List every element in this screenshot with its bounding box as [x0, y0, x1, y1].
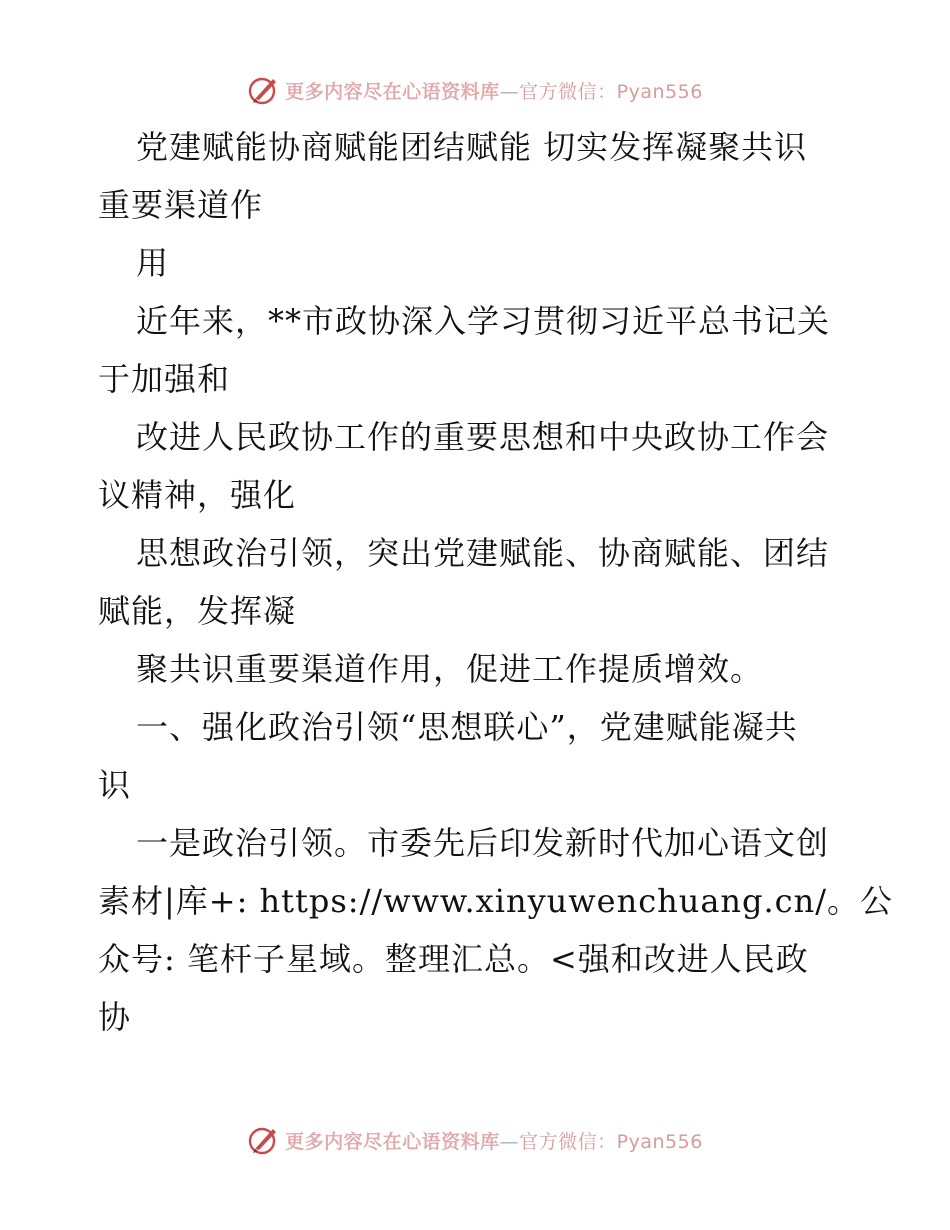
paragraph-line: 素材|库+: https://www.xinyuwenchuang.cn/。公	[98, 882, 893, 920]
paragraph-line: 赋能，发挥凝	[98, 592, 297, 630]
quill-pen-logo-icon	[247, 1123, 281, 1157]
paragraph-line: 众号: 笔杆子星域。整理汇总。<强和改进人民政	[98, 940, 809, 978]
watermark-contact: 官方微信：Pyan556	[519, 1130, 703, 1153]
watermark-brand: 更多内容尽在心语资料库	[285, 1130, 500, 1153]
quill-pen-logo-icon	[247, 73, 281, 107]
paragraph-line: 于加强和	[98, 360, 231, 398]
watermark-text	[285, 77, 703, 104]
section-heading-line: 识	[98, 766, 132, 804]
watermark-brand: 更多内容尽在心语资料库	[285, 80, 500, 103]
document-body	[98, 118, 893, 1046]
paragraph-line: 议精神，强化	[98, 476, 297, 514]
paragraph-line: 改进人民政协工作的重要思想和中央政协工作会	[136, 418, 830, 456]
paragraph-line: 一是政治引领。市委先后印发新时代加心语文创	[136, 824, 830, 862]
title-line-3: 用	[136, 244, 170, 282]
paragraph-line: 近年来，**市政协深入学习贯彻习近平总书记关	[136, 302, 831, 340]
watermark-separator: —	[499, 80, 520, 103]
header-watermark	[0, 70, 950, 110]
paragraph-line: 聚共识重要渠道作用，促进工作提质增效。	[136, 650, 764, 688]
watermark-separator: —	[499, 1130, 520, 1153]
paragraph-line: 思想政治引领，突出党建赋能、协商赋能、团结	[136, 534, 830, 572]
title-line-2: 重要渠道作	[98, 186, 264, 224]
footer-watermark	[0, 1120, 950, 1160]
watermark-contact: 官方微信：Pyan556	[519, 80, 703, 103]
watermark-text	[285, 1127, 703, 1154]
paragraph-line: 协	[98, 998, 132, 1036]
section-heading-line: 一、强化政治引领“思想联心”，党建赋能凝共	[136, 708, 798, 746]
title-line-1: 党建赋能协商赋能团结赋能 切实发挥凝聚共识	[136, 128, 808, 166]
